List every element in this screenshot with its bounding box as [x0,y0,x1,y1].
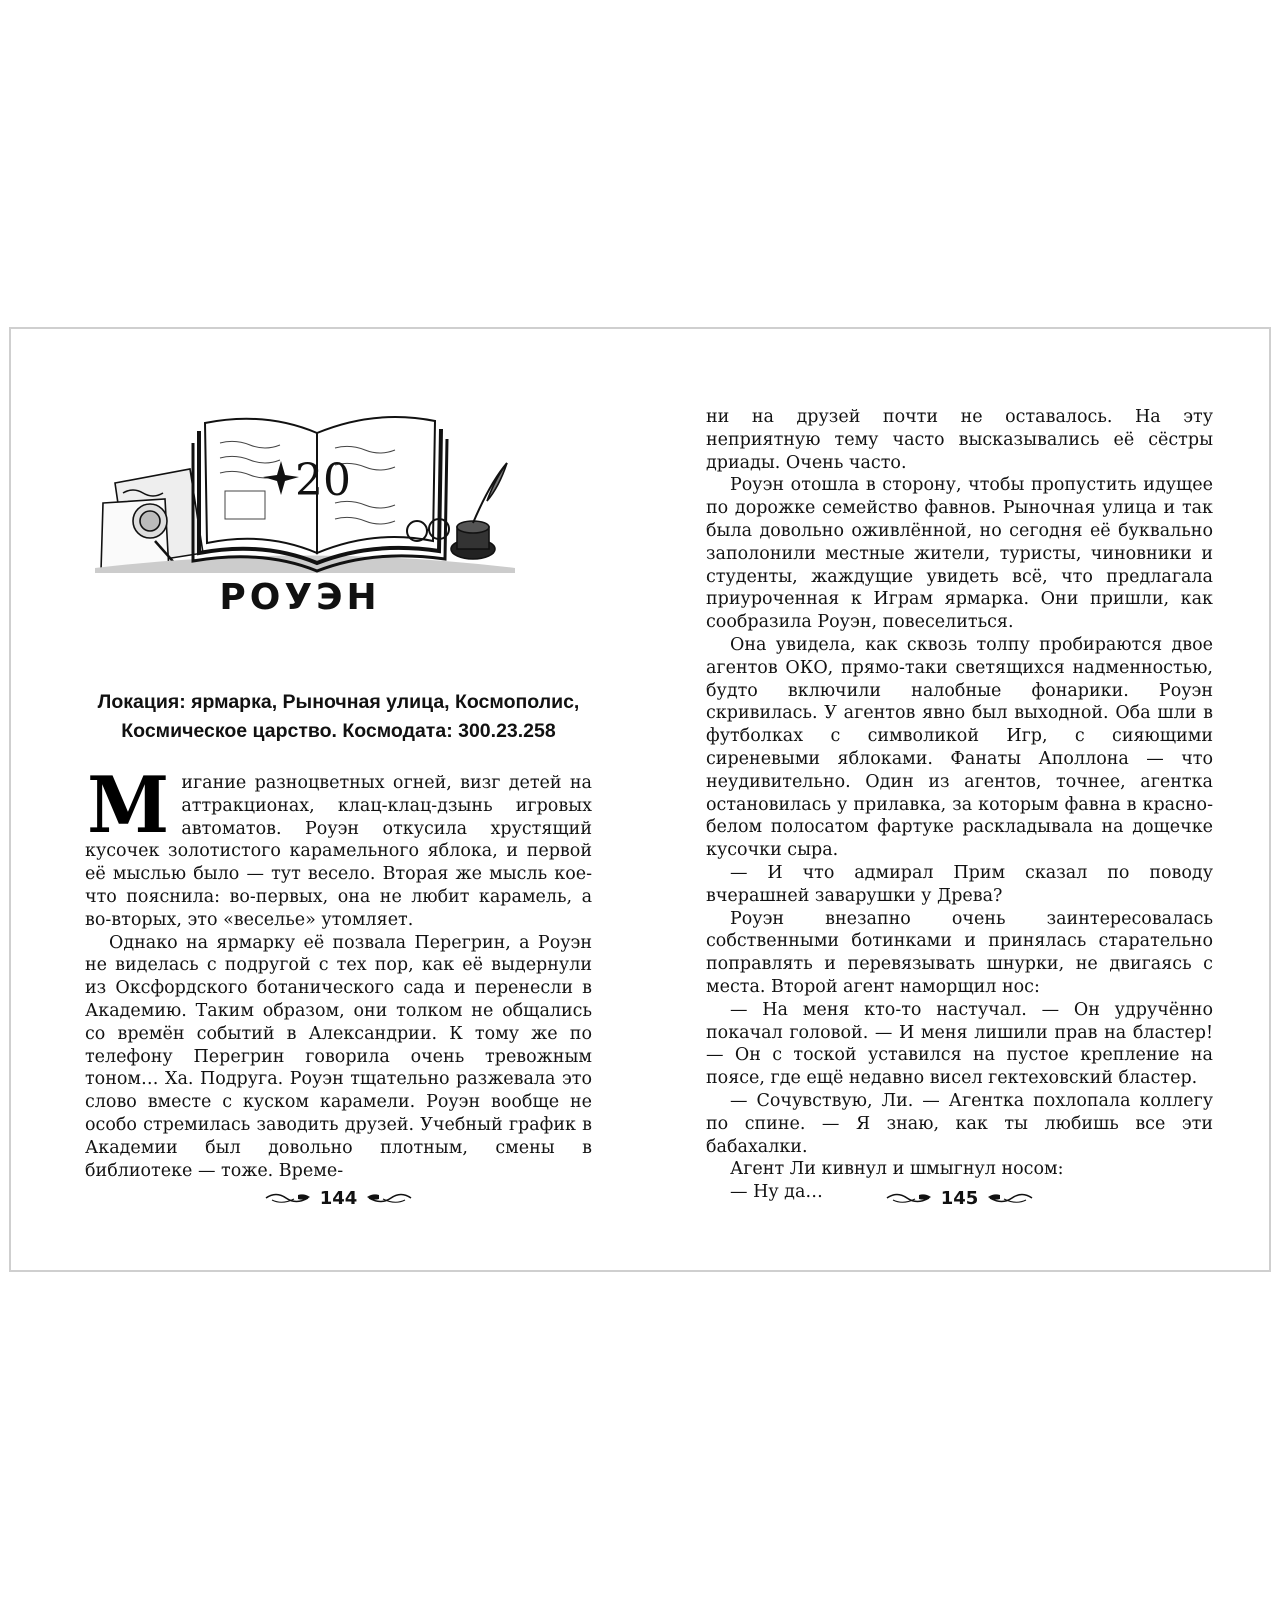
page-number: 144 [319,1187,358,1209]
chapter-number: 20 [295,455,351,506]
chapter-title: РОУЭН [219,577,381,618]
page-footer [706,1183,1213,1213]
page-number: 145 [940,1187,979,1209]
paragraph: Однако на ярмарку её позвала Перегрин, а Роуэн не виделась с подругой с тех пор, как её выдернули из Оксфордского ботанического сада и перенесли в Академию. Таким образом, они толком не общались со времён событий в Александрии. К тому же по телефону Перегрин говорила очень тревожным тоном… Ха. Подруга. Роуэн тщательно разжевала это слово вместе с куском карамели. Роуэн вообще не особо стремилась заводить друзей. Учебный график в Академии был довольно плотным, смены в библиотеке — тоже. Време- [85,932,592,1181]
right-page [706,329,1213,1270]
continuation-paragraph: ни на друзей почти не оставалось. На эту неприятную тему часто высказывались её сёстры дриады. Очень часто. [706,407,1213,473]
drop-cap: М [87,760,170,851]
page-footer [85,1183,592,1213]
dialogue-paragraph: — Сочувствую, Ли. — Агентка похлопала коллегу по спине. — Я знаю, как ты любишь все эти бабахалки. [706,1090,1213,1157]
book-spread [9,327,1271,1272]
paragraph: Она увидела, как сквозь толпу пробираются двое агентов ОКО, прямо-таки светящихся надменностью, будто включили налобные фонарики. Роуэн скривилась. У агентов явно был выходной. Оба шли в футболках с символикой Игр, с сияющими сиреневыми яблоками. Фанаты Аполлона — что неудивительно. Один из агентов, точнее, агентка остановилась у прилавка, за которым фавна в красно-белом полосатом фартуке раскладывала на дощечке кусочки сыра. [706,634,1213,861]
paragraph: Роуэн отошла в сторону, чтобы пропустить идущее по дорожке семейство фавнов. Рыночная улица и так была довольно оживлённой, но сегодня её буквально заполонили местные жители, туристы, чиновники и студенты, жаждущие увидеть всё, что предлагала приуроченная к Играм ярмарка. Они пришли, как сообразила Роуэн, повеселиться. [706,475,1213,633]
flourish-right-icon [365,1191,413,1205]
first-paragraph-text: игание разноцветных огней, визг детей на аттракционах, клац-клац-дзынь игровых автоматов. Роуэн откусила хрустящий кусочек золотистого карамельного яблока, и первой её мыслью было — тут весело. Вторая же мысль кое-что пояснила: во-первых, она не любит карамель, а во-вторых, это «веселье» утомляет. [85,773,592,930]
location-line: Космическое царство. Космодата: 300.23.258 [121,720,556,742]
paragraph: Роуэн внезапно очень заинтересовалась собственными ботинками и принялась старательно поправлять и перевязывать шнурки, не двигаясь с места. Второй агент наморщил нос: [706,908,1213,997]
left-page [85,329,592,1270]
flourish-right-icon [986,1191,1034,1205]
location-line: Локация: ярмарка, Рыночная улица, Космополис, [97,691,580,713]
flourish-left-icon [264,1191,312,1205]
chapter-location [85,688,592,746]
paragraph [85,760,592,932]
flourish-left-icon [885,1191,933,1205]
paragraph: Агент Ли кивнул и шмыгнул носом: [730,1159,1064,1180]
dialogue-paragraph: — И что адмирал Прим сказал по поводу вчерашней заварушки у Древа? [706,862,1213,906]
dialogue-paragraph: — На меня кто-то настучал. — Он удручённо покачал головой. — И меня лишили прав на бластер! — Он с тоской уставился на пустое крепление на поясе, где ещё недавно висел гектеховский бластер. [706,999,1213,1089]
chapter-open-book-illustration [95,403,515,573]
dialogue-paragraph: — Ну да… [730,1182,823,1203]
right-page-body-text [706,406,1213,1204]
left-page-body-text [85,760,592,1182]
